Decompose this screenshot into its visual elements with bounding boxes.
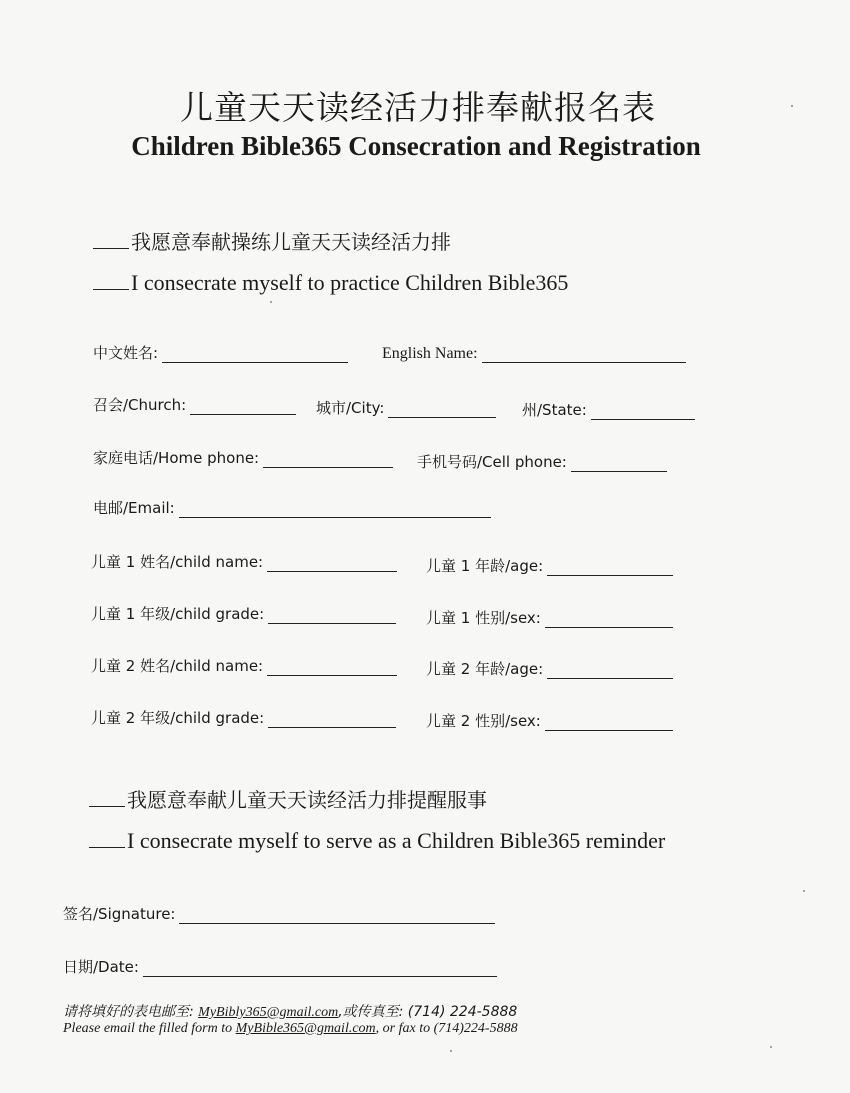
child1-age-field xyxy=(426,555,673,576)
footer-en-line xyxy=(63,1021,518,1037)
footer-cn-fax: ,或传真至: (714) 224-5888 xyxy=(338,1004,518,1020)
practice-option-en-row xyxy=(93,270,568,296)
child2-name-field xyxy=(91,655,397,676)
child2-name-label: 儿童 2 姓名/child name: xyxy=(91,657,264,675)
child1-sex-label: 儿童 1 性别/sex: xyxy=(426,609,541,627)
practice-checkbox-line-cn[interactable] xyxy=(93,230,129,249)
city-label: 城市/City: xyxy=(316,399,385,417)
child2-name-input[interactable] xyxy=(267,661,397,676)
child1-sex-input[interactable] xyxy=(545,613,673,628)
reminder-option-en-row xyxy=(89,828,665,854)
child2-sex-label: 儿童 2 性别/sex: xyxy=(426,712,541,730)
child2-sex-field xyxy=(426,710,673,731)
child1-sex-field xyxy=(426,607,673,628)
email-field xyxy=(93,497,491,518)
church-field xyxy=(93,394,296,415)
state-input[interactable] xyxy=(591,405,695,420)
child1-name-input[interactable] xyxy=(267,557,397,572)
child2-grade-field xyxy=(91,707,396,728)
signature-label: 签名/Signature: xyxy=(63,905,176,923)
city-field xyxy=(316,397,496,418)
reminder-checkbox-line-cn[interactable] xyxy=(89,788,125,807)
cell-phone-field xyxy=(417,451,667,472)
date-input[interactable] xyxy=(143,962,497,977)
child2-grade-input[interactable] xyxy=(268,713,396,728)
chinese-name-field xyxy=(93,342,348,363)
home-phone-field xyxy=(93,447,393,468)
scan-speck xyxy=(270,301,272,303)
email-label: 电邮/Email: xyxy=(93,499,175,517)
child1-grade-input[interactable] xyxy=(268,609,396,624)
reminder-option-cn-row xyxy=(89,784,487,813)
child1-age-input[interactable] xyxy=(547,561,673,576)
footer-cn-email-link[interactable]: MyBibly365@gmail.com xyxy=(198,1005,339,1020)
footer-cn-prefix: 请将填好的表电邮至: xyxy=(63,1004,194,1020)
form-title-english: Children Bible365 Consecration and Registration xyxy=(131,131,701,161)
child2-age-field xyxy=(426,658,673,679)
cell-phone-input[interactable] xyxy=(571,457,667,472)
state-field xyxy=(522,399,695,420)
practice-option-cn-row xyxy=(93,226,451,255)
state-label: 州/State: xyxy=(522,401,587,419)
scan-speck xyxy=(450,1050,452,1052)
practice-option-en: I consecrate myself to practice Children Bible365 xyxy=(131,270,569,295)
home-phone-label: 家庭电话/Home phone: xyxy=(93,449,260,467)
child2-age-label: 儿童 2 年龄/age: xyxy=(426,660,544,678)
child1-name-label: 儿童 1 姓名/child name: xyxy=(91,553,264,571)
chinese-name-label: 中文姓名: xyxy=(93,344,159,362)
child1-age-label: 儿童 1 年龄/age: xyxy=(426,557,544,575)
child2-age-input[interactable] xyxy=(547,664,673,679)
child1-name-field xyxy=(91,551,397,572)
english-name-input[interactable] xyxy=(482,348,686,363)
footer-cn-line xyxy=(63,1001,517,1021)
signature-field xyxy=(63,903,495,924)
english-name-field xyxy=(382,345,686,363)
practice-checkbox-line-en[interactable] xyxy=(93,271,129,290)
scan-speck xyxy=(770,1046,772,1048)
cell-phone-label: 手机号码/Cell phone: xyxy=(417,453,567,471)
reminder-option-cn: 我愿意奉献儿童天天读经活力排提醒服事 xyxy=(127,788,487,812)
english-name-label: English Name: xyxy=(382,345,478,362)
email-input[interactable] xyxy=(179,503,491,518)
chinese-name-input[interactable] xyxy=(162,348,348,363)
practice-option-cn: 我愿意奉献操练儿童天天读经活力排 xyxy=(131,230,451,254)
child1-grade-label: 儿童 1 年级/child grade: xyxy=(91,605,265,623)
footer-en-prefix: Please email the filled form to xyxy=(63,1021,233,1036)
church-label: 召会/Church: xyxy=(93,396,187,414)
reminder-option-en: I consecrate myself to serve as a Children Bible365 reminder xyxy=(127,828,666,853)
form-title-chinese: 儿童天天读经活力排奉献报名表 xyxy=(180,88,656,127)
child2-sex-input[interactable] xyxy=(545,716,673,731)
scan-speck xyxy=(803,890,805,892)
child1-grade-field xyxy=(91,603,396,624)
footer-en-fax: , or fax to (714)224-5888 xyxy=(375,1021,518,1036)
footer-en-email-link[interactable]: MyBible365@gmail.com xyxy=(235,1021,376,1036)
home-phone-input[interactable] xyxy=(263,453,393,468)
signature-input[interactable] xyxy=(179,909,495,924)
date-label: 日期/Date: xyxy=(63,958,139,976)
church-input[interactable] xyxy=(190,400,296,415)
scan-speck xyxy=(791,105,793,107)
child2-grade-label: 儿童 2 年级/child grade: xyxy=(91,709,265,727)
reminder-checkbox-line-en[interactable] xyxy=(89,829,125,848)
date-field xyxy=(63,956,497,977)
city-input[interactable] xyxy=(388,403,496,418)
